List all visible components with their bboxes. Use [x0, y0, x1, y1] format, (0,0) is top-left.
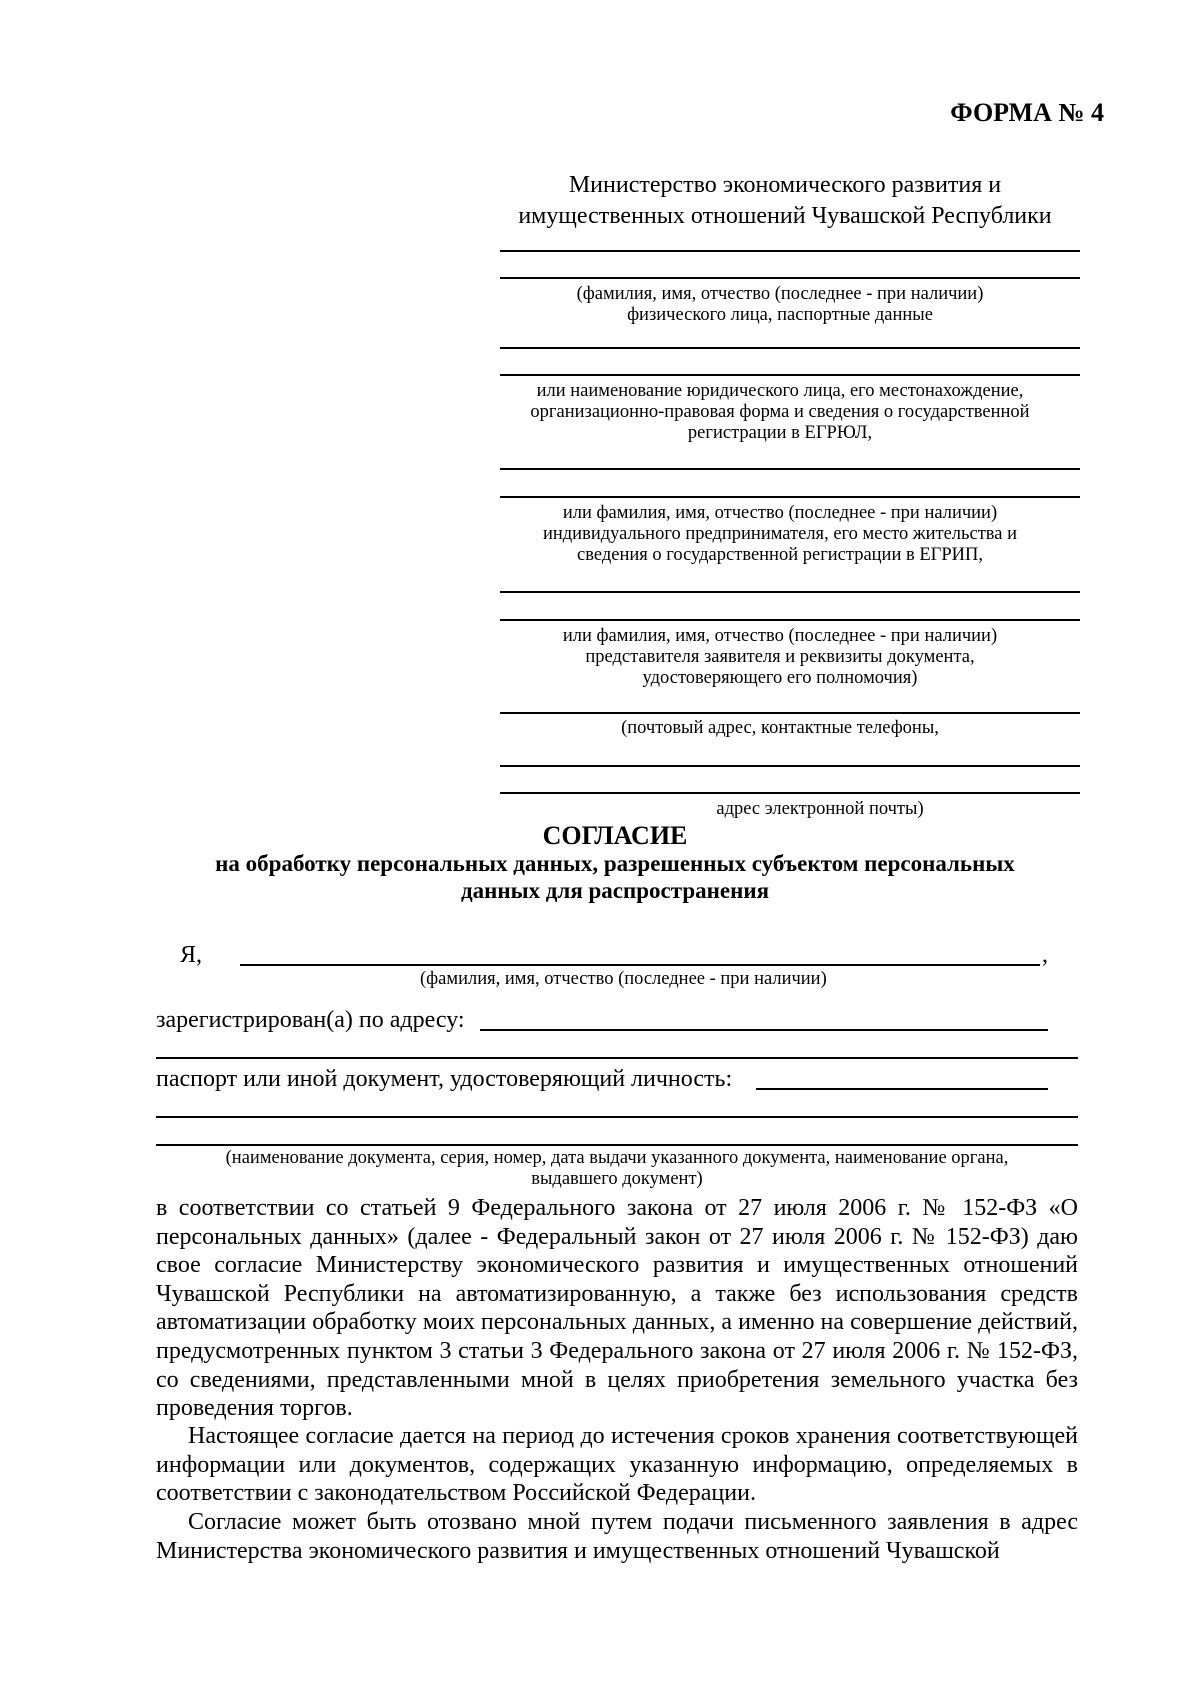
form-number: ФОРМА № 4: [950, 98, 1104, 127]
caption-rep-line-1: или фамилия, имя, отчество (последнее - при наличии): [562, 626, 998, 646]
caption-rep-line-2: представителя заявителя и реквизиты документа,: [585, 647, 975, 667]
caption-ip-line-2: индивидуального предпринимателя, его место жительства и: [542, 524, 1018, 544]
document-subtitle: [150, 850, 1080, 904]
caption-rep-line-3: удостоверяющего его полномочия): [642, 668, 918, 688]
caption-legal-line-3: регистрации в ЕГРЮЛ,: [687, 423, 873, 443]
legal-fill-line-1[interactable]: [500, 347, 1080, 349]
email-fill-line-1[interactable]: [500, 765, 1080, 767]
contacts-fill-line[interactable]: [500, 712, 1080, 714]
ministry-line-1: Министерство экономического развития и: [568, 172, 1002, 198]
caption-ip-line-1: или фамилия, имя, отчество (последнее - при наличии): [562, 503, 998, 523]
ministry-address: [490, 170, 1080, 232]
address-label: зарегистрирован(а) по адресу:: [156, 1007, 465, 1033]
caption-individual-line-1: (фамилия, имя, отчество (последнее - при наличии): [576, 284, 984, 304]
address-fill-line-2[interactable]: [156, 1057, 1078, 1059]
fio-comma: ,: [1042, 942, 1048, 968]
legal-fill-line-2[interactable]: [500, 374, 1080, 376]
caption-representative: [480, 626, 1080, 689]
passport-fill-line-2[interactable]: [156, 1116, 1078, 1118]
caption-legal: [480, 381, 1080, 444]
passport-label: паспорт или иной документ, удостоверяющий личность:: [156, 1066, 733, 1092]
document-title: СОГЛАСИЕ: [542, 821, 688, 850]
caption-individual-line-2: физического лица, паспортные данные: [627, 305, 933, 325]
passport-fill-line-3[interactable]: [156, 1144, 1078, 1146]
email-fill-line-2[interactable]: [500, 792, 1080, 794]
caption-contacts: (почтовый адрес, контактные телефоны,: [621, 718, 939, 738]
ip-fill-line-2[interactable]: [500, 496, 1080, 498]
rep-fill-line-1[interactable]: [500, 591, 1080, 593]
doc-caption: [156, 1148, 1078, 1190]
subtitle-line-2: данных для распространения: [460, 878, 770, 903]
caption-legal-line-2: организационно-правовая форма и сведения о государственной: [530, 402, 1030, 422]
passport-fill-line-1[interactable]: [756, 1088, 1048, 1090]
doc-caption-line-2: выдавшего документ): [531, 1169, 703, 1189]
individual-fill-line-1[interactable]: [500, 250, 1080, 252]
fio-fill-line[interactable]: [240, 964, 1040, 966]
ip-fill-line-1[interactable]: [500, 468, 1080, 470]
consent-paragraph-1: в соответствии со статьей 9 Федерального закона от 27 июля 2006 г. № 152-ФЗ «О персональных данных» (далее - Федеральный закон от 27 июля 2006 г. № 152-ФЗ) даю свое согласие Министерству экономического развития и имущественных отношений Чувашской Республики на автоматизированную, а также без использования средств автоматизации обработку моих персональных данных, а именно на совершение действий, предусмотренных пунктом 3 статьи 3 Федерального закона от 27 июля 2006 г. № 152-ФЗ, со сведениями, представленными мной в целях приобретения земельного участка без проведения торгов.: [156, 1195, 1078, 1422]
caption-legal-line-1: или наименование юридического лица, его местонахождение,: [536, 381, 1024, 401]
individual-fill-line-2[interactable]: [500, 277, 1080, 279]
caption-ip: [480, 503, 1080, 566]
caption-email: адрес электронной почты): [716, 799, 924, 819]
caption-individual: [480, 284, 1080, 326]
i-label: Я,: [180, 942, 203, 968]
caption-ip-line-3: сведения о государственной регистрации в ЕГРИП,: [577, 545, 983, 565]
doc-caption-line-1: (наименование документа, серия, номер, дата выдачи указанного документа, наименование органа,: [225, 1148, 1009, 1168]
fio-caption: (фамилия, имя, отчество (последнее - при наличии): [420, 969, 827, 989]
rep-fill-line-2[interactable]: [500, 619, 1080, 621]
consent-paragraph-2: Настоящее согласие дается на период до истечения сроков хранения соответствующей информации или документов, содержащих указанную информацию, определяемых в соответствии с законодательством Российской Федерации.: [156, 1423, 1078, 1507]
address-fill-line-1[interactable]: [480, 1029, 1048, 1031]
subtitle-line-1: на обработку персональных данных, разрешенных субъектом персональных: [215, 851, 1015, 876]
ministry-line-2: имущественных отношений Чувашской Республики: [518, 203, 1052, 229]
consent-paragraph-3: Согласие может быть отозвано мной путем подачи письменного заявления в адрес Министерства экономического развития и имущественных отношений Чувашской: [156, 1509, 1078, 1564]
